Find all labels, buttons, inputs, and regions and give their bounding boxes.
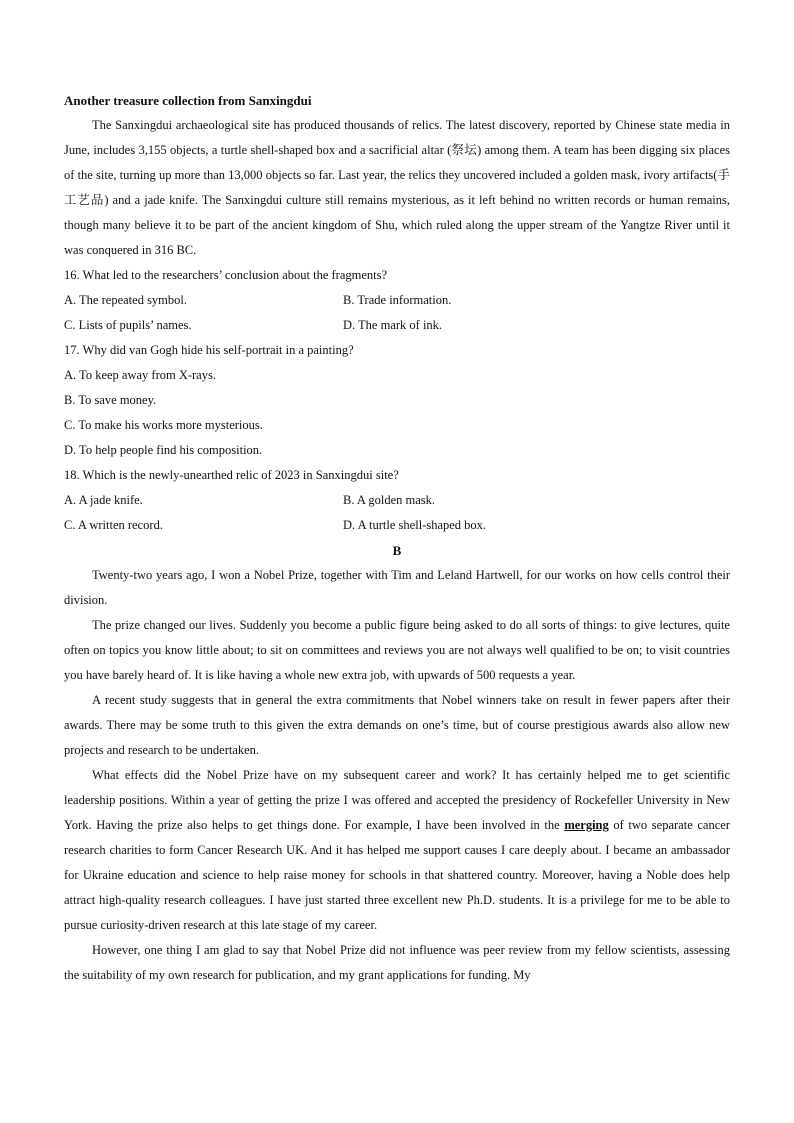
passage-b-paragraph-1: Twenty-two years ago, I won a Nobel Prize, together with Tim and Leland Hartwell, for our works on how cells control their division.: [64, 568, 730, 607]
paragraph-text: What effects did the Nobel Prize have on my subsequent career and work? It has certainly helped me to get scientific leadership positions. Within a year of getting the prize I was offered and accepted the presidency of Rockefeller University in New York. Having the prize also helps to get things done. For example, I have been involved in the: [64, 768, 730, 832]
question-18: [64, 463, 730, 538]
question-stem: 18. Which is the newly-unearthed relic of 2023 in Sanxingdui site?: [64, 468, 399, 482]
option-d: D. To help people find his composition.: [64, 443, 263, 457]
exam-page: [64, 88, 730, 988]
passage-a-paragraph: The Sanxingdui archaeological site has produced thousands of relics. The latest discovery, reported by Chinese state media in June, includes 3,155 objects, a turtle shell-shaped box and a sacrificial altar (祭坛) among them. A team has been digging six places of the site, turning up more than 13,000 objects so far. Last year, the relics they uncovered included a golden mask, ivory artifacts(手工艺品) and a jade knife. The Sanxingdui culture still remains mysterious, as it left behind no written records or human remains, though many believe it to be part of the ancient kingdom of Shu, which ruled along the upper stream of the Yangtze River until it was conquered in 316 BC.: [64, 118, 730, 257]
option-row: [64, 513, 730, 538]
passage-b-paragraph-2: The prize changed our lives. Suddenly you become a public figure being asked to do all sorts of things: to give lectures, quite often on topics you know little about; to sit on committees and reviews you are not always well qualified to be on; to visit countries you have barely heard of. It is like having a whole new extra job, with upwards of 500 requests a year.: [64, 618, 730, 682]
option-b: B. To save money.: [64, 393, 157, 407]
question-16: [64, 263, 730, 338]
option-row: [64, 313, 730, 338]
option-c: C. A written record.: [64, 518, 163, 532]
option-row: [64, 488, 730, 513]
option-d: D. The mark of ink.: [343, 318, 443, 332]
option-b: B. Trade information.: [343, 293, 452, 307]
passage-b-paragraph-5: However, one thing I am glad to say that Nobel Prize did not influence was peer review from my fellow scientists, assessing the suitability of my own research for publication, and my grant applications for funding. My: [64, 943, 730, 982]
option-c: C. To make his works more mysterious.: [64, 418, 263, 432]
question-17: [64, 338, 730, 463]
option-c: C. Lists of pupils’ names.: [64, 318, 192, 332]
highlighted-word: merging: [564, 818, 609, 832]
paragraph-text: of two separate cancer research charities to form Cancer Research UK. And it has helped me support causes I care deeply about. I became an ambassador for Ukraine education and science to help raise money for schools in that shattered country. Moreover, having a Noble does help attract high-quality research colleagues. I have just started three excellent new Ph.D. students. It is a privilege for me to be able to pursue curiosity-driven research at this late stage of my career.: [64, 818, 730, 932]
option-a: A. To keep away from X-rays.: [64, 368, 216, 382]
option-row: [64, 288, 730, 313]
passage-b-paragraph-3: A recent study suggests that in general the extra commitments that Nobel winners take on result in fewer papers after their awards. There may be some truth to this given the extra demands on one’s time, but of course prestigious awards also allow new projects and research to be undertaken.: [64, 693, 730, 757]
section-heading-b: B: [392, 543, 402, 558]
option-b: B. A golden mask.: [343, 493, 436, 507]
passage-title: Another treasure collection from Sanxingdui: [64, 93, 312, 108]
question-stem: 16. What led to the researchers’ conclusion about the fragments?: [64, 268, 388, 282]
question-stem: 17. Why did van Gogh hide his self-portrait in a painting?: [64, 343, 354, 357]
option-d: D. A turtle shell-shaped box.: [343, 518, 487, 532]
option-a: A. A jade knife.: [64, 493, 143, 507]
passage-b-paragraph-4: [64, 763, 730, 938]
option-a: A. The repeated symbol.: [64, 293, 187, 307]
